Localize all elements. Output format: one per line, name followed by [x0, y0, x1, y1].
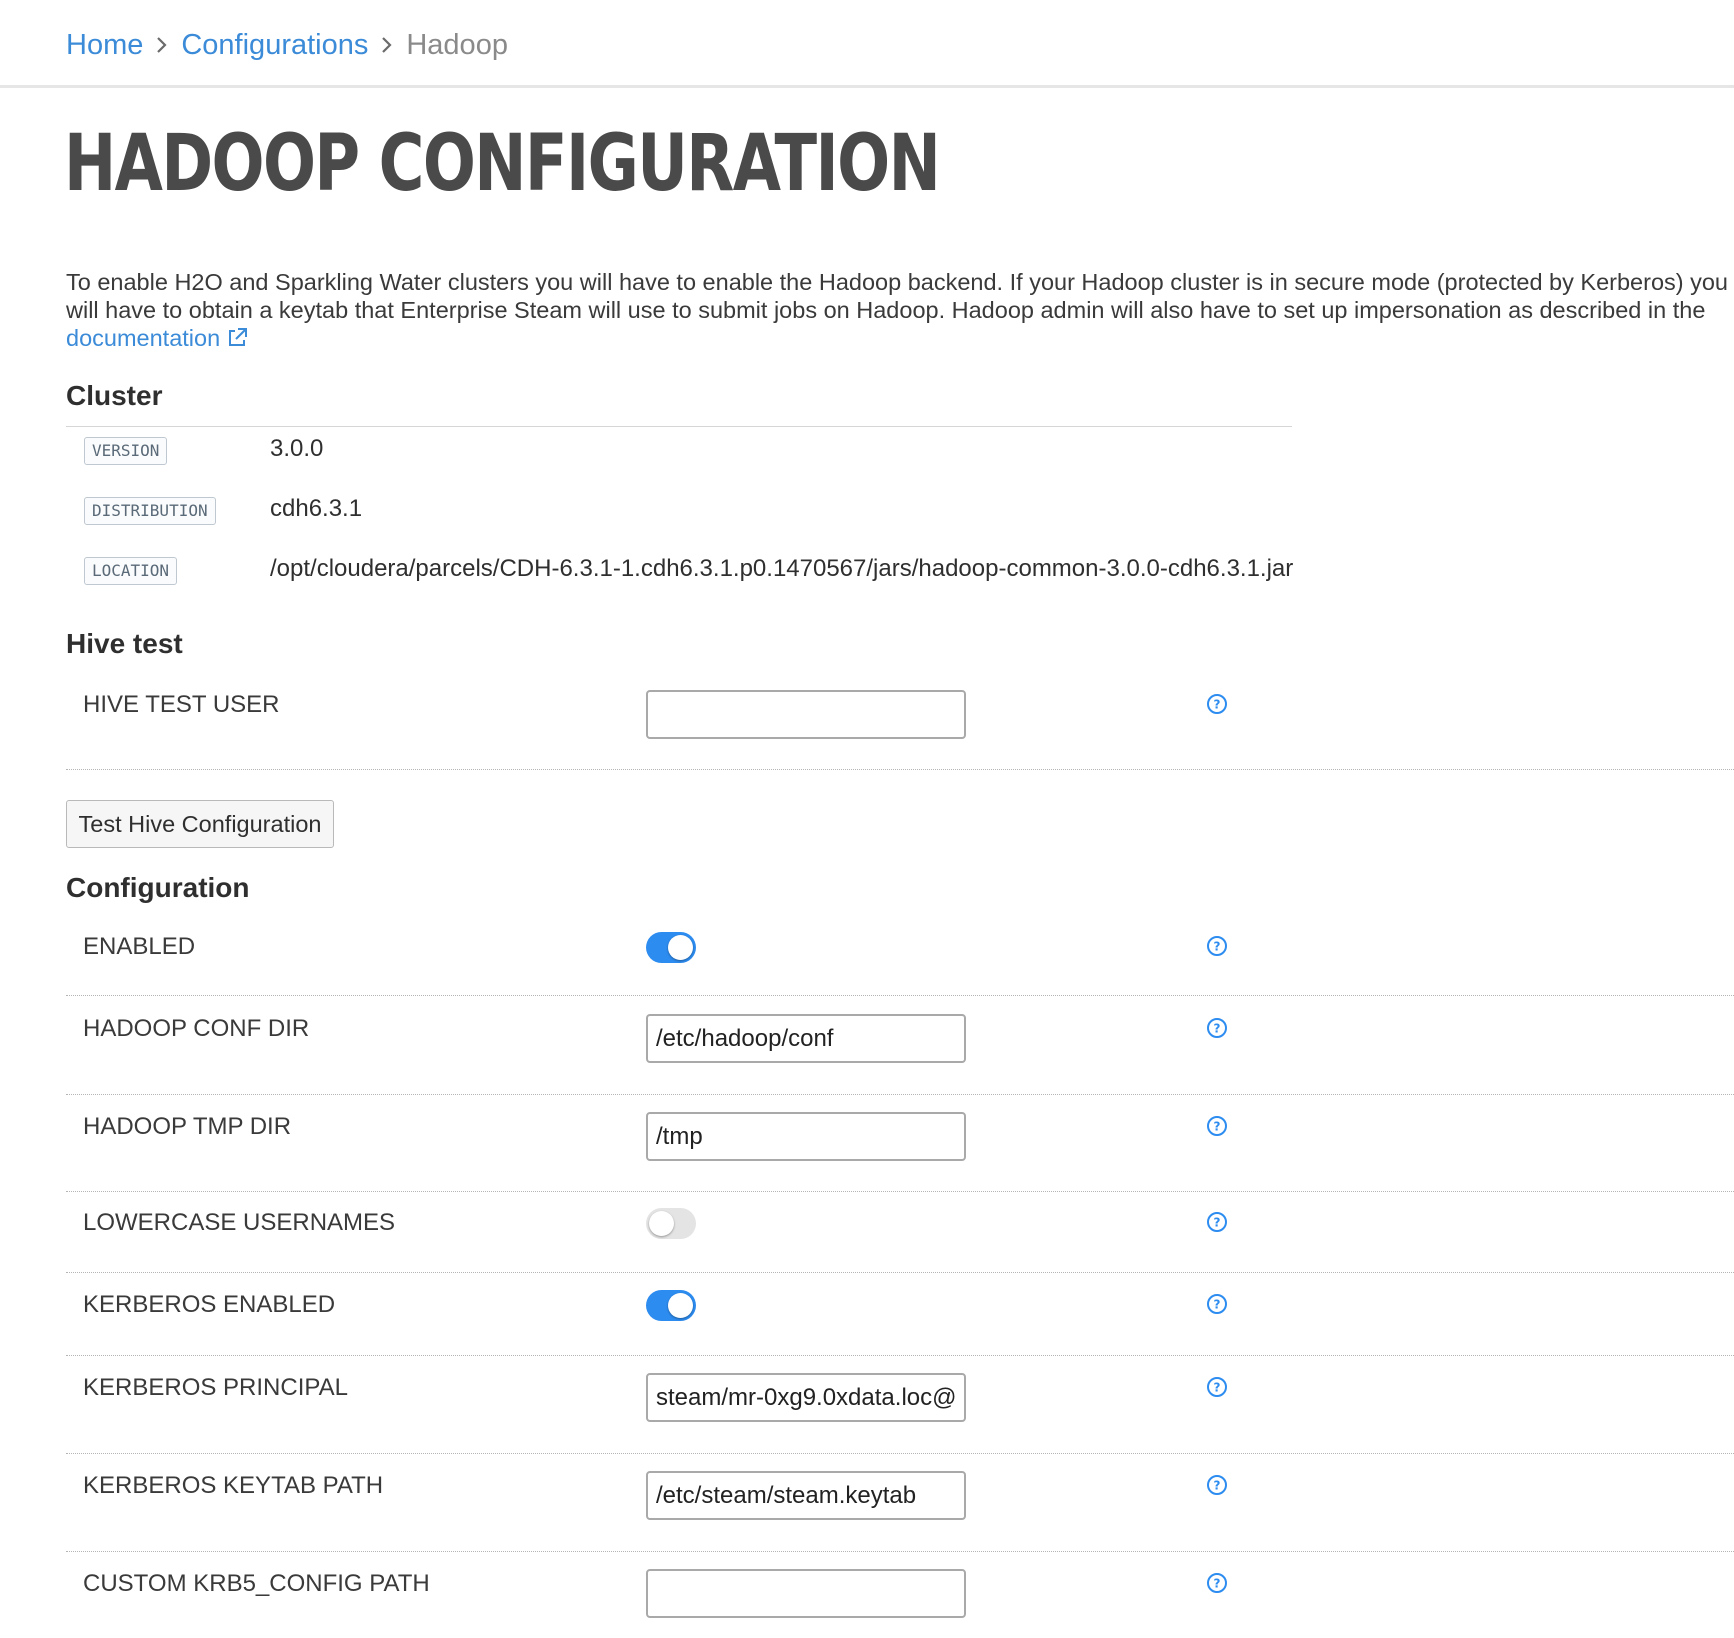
- help-circle-icon[interactable]: [1206, 935, 1228, 957]
- row-divider: [66, 1453, 1734, 1454]
- svg-text:?: ?: [1213, 1215, 1221, 1230]
- custom-krb5-config-path-input[interactable]: [646, 1569, 966, 1618]
- configuration-heading: Configuration: [66, 872, 250, 903]
- breadcrumb: [66, 25, 508, 65]
- svg-text:?: ?: [1213, 939, 1221, 954]
- help-circle-icon[interactable]: [1206, 1572, 1228, 1594]
- kerberos-enabled-toggle[interactable]: [646, 1290, 696, 1321]
- cluster-heading: Cluster: [66, 380, 163, 411]
- test-hive-configuration-button[interactable]: Test Hive Configuration: [66, 800, 334, 848]
- hive-test-heading: Hive test: [66, 628, 183, 659]
- external-link-icon: [226, 327, 248, 349]
- kerberos-enabled-label: KERBEROS ENABLED: [83, 1291, 336, 1318]
- row-divider: [66, 1191, 1734, 1192]
- svg-text:?: ?: [1213, 1021, 1221, 1036]
- breadcrumb-home-link[interactable]: Home: [66, 28, 144, 61]
- distribution-value: cdh6.3.1: [270, 495, 363, 522]
- documentation-link-label: documentation: [66, 325, 221, 351]
- kerberos-keytab-path-label: KERBEROS KEYTAB PATH: [83, 1472, 384, 1499]
- version-value: 3.0.0: [270, 435, 324, 462]
- row-divider: [66, 1551, 1734, 1552]
- hadoop-conf-dir-label: HADOOP CONF DIR: [83, 1015, 310, 1042]
- kerberos-keytab-path-input[interactable]: [646, 1471, 966, 1520]
- enabled-label: ENABLED: [83, 933, 196, 960]
- svg-text:?: ?: [1213, 1576, 1221, 1591]
- chevron-right-icon: [380, 35, 394, 55]
- kerberos-principal-input[interactable]: [646, 1373, 966, 1422]
- svg-text:?: ?: [1213, 697, 1221, 712]
- custom-krb5-config-path-label: CUSTOM KRB5_CONFIG PATH: [83, 1570, 430, 1597]
- intro-line-1: To enable H2O and Sparkling Water clusters you will have to enable the Hadoop backend. If your Hadoop cluster is in secure mode (protected by Kerberos) you: [66, 269, 1729, 295]
- help-circle-icon[interactable]: [1206, 693, 1228, 715]
- hive-test-user-label: HIVE TEST USER: [83, 691, 280, 718]
- breadcrumb-bar: [0, 0, 1734, 88]
- lowercase-usernames-label: LOWERCASE USERNAMES: [83, 1209, 396, 1236]
- documentation-link[interactable]: [66, 324, 248, 352]
- version-tag: VERSION: [84, 437, 167, 465]
- hadoop-tmp-dir-label: HADOOP TMP DIR: [83, 1113, 292, 1140]
- hadoop-conf-dir-input[interactable]: [646, 1014, 966, 1063]
- lowercase-usernames-toggle[interactable]: [646, 1208, 696, 1239]
- breadcrumb-current: Hadoop: [406, 28, 508, 61]
- help-circle-icon[interactable]: [1206, 1376, 1228, 1398]
- intro-line-2: will have to obtain a keytab that Enterprise Steam will use to submit jobs on Hadoop. Hadoop admin will also have to set up impersonation as described in the: [66, 297, 1706, 323]
- help-circle-icon[interactable]: [1206, 1211, 1228, 1233]
- row-divider: [66, 1272, 1734, 1273]
- chevron-right-icon: [155, 35, 169, 55]
- help-circle-icon[interactable]: [1206, 1293, 1228, 1315]
- row-divider: [66, 995, 1734, 996]
- distribution-tag: DISTRIBUTION: [84, 497, 216, 525]
- row-divider: [66, 1094, 1734, 1095]
- help-circle-icon[interactable]: [1206, 1017, 1228, 1039]
- hive-test-user-input[interactable]: [646, 690, 966, 739]
- toggle-knob: [668, 935, 693, 960]
- kerberos-principal-label: KERBEROS PRINCIPAL: [83, 1374, 348, 1401]
- location-value: /opt/cloudera/parcels/CDH-6.3.1-1.cdh6.3.1.p0.1470567/jars/hadoop-common-3.0.0-cdh6.3.1.jar: [270, 555, 1294, 582]
- row-divider: [66, 1355, 1734, 1356]
- toggle-knob: [668, 1293, 693, 1318]
- intro-text: [66, 268, 1734, 352]
- page-title: HADOOP CONFIGURATION: [64, 119, 940, 209]
- breadcrumb-configurations-link[interactable]: Configurations: [181, 28, 369, 61]
- svg-text:?: ?: [1213, 1297, 1221, 1312]
- hadoop-tmp-dir-input[interactable]: [646, 1112, 966, 1161]
- help-circle-icon[interactable]: [1206, 1115, 1228, 1137]
- enabled-toggle[interactable]: [646, 932, 696, 963]
- location-tag: LOCATION: [84, 557, 177, 585]
- svg-text:?: ?: [1213, 1478, 1221, 1493]
- help-circle-icon[interactable]: [1206, 1474, 1228, 1496]
- toggle-knob: [649, 1211, 674, 1236]
- svg-text:?: ?: [1213, 1119, 1221, 1134]
- row-divider: [66, 769, 1734, 770]
- svg-text:?: ?: [1213, 1380, 1221, 1395]
- cluster-divider: [66, 426, 1292, 427]
